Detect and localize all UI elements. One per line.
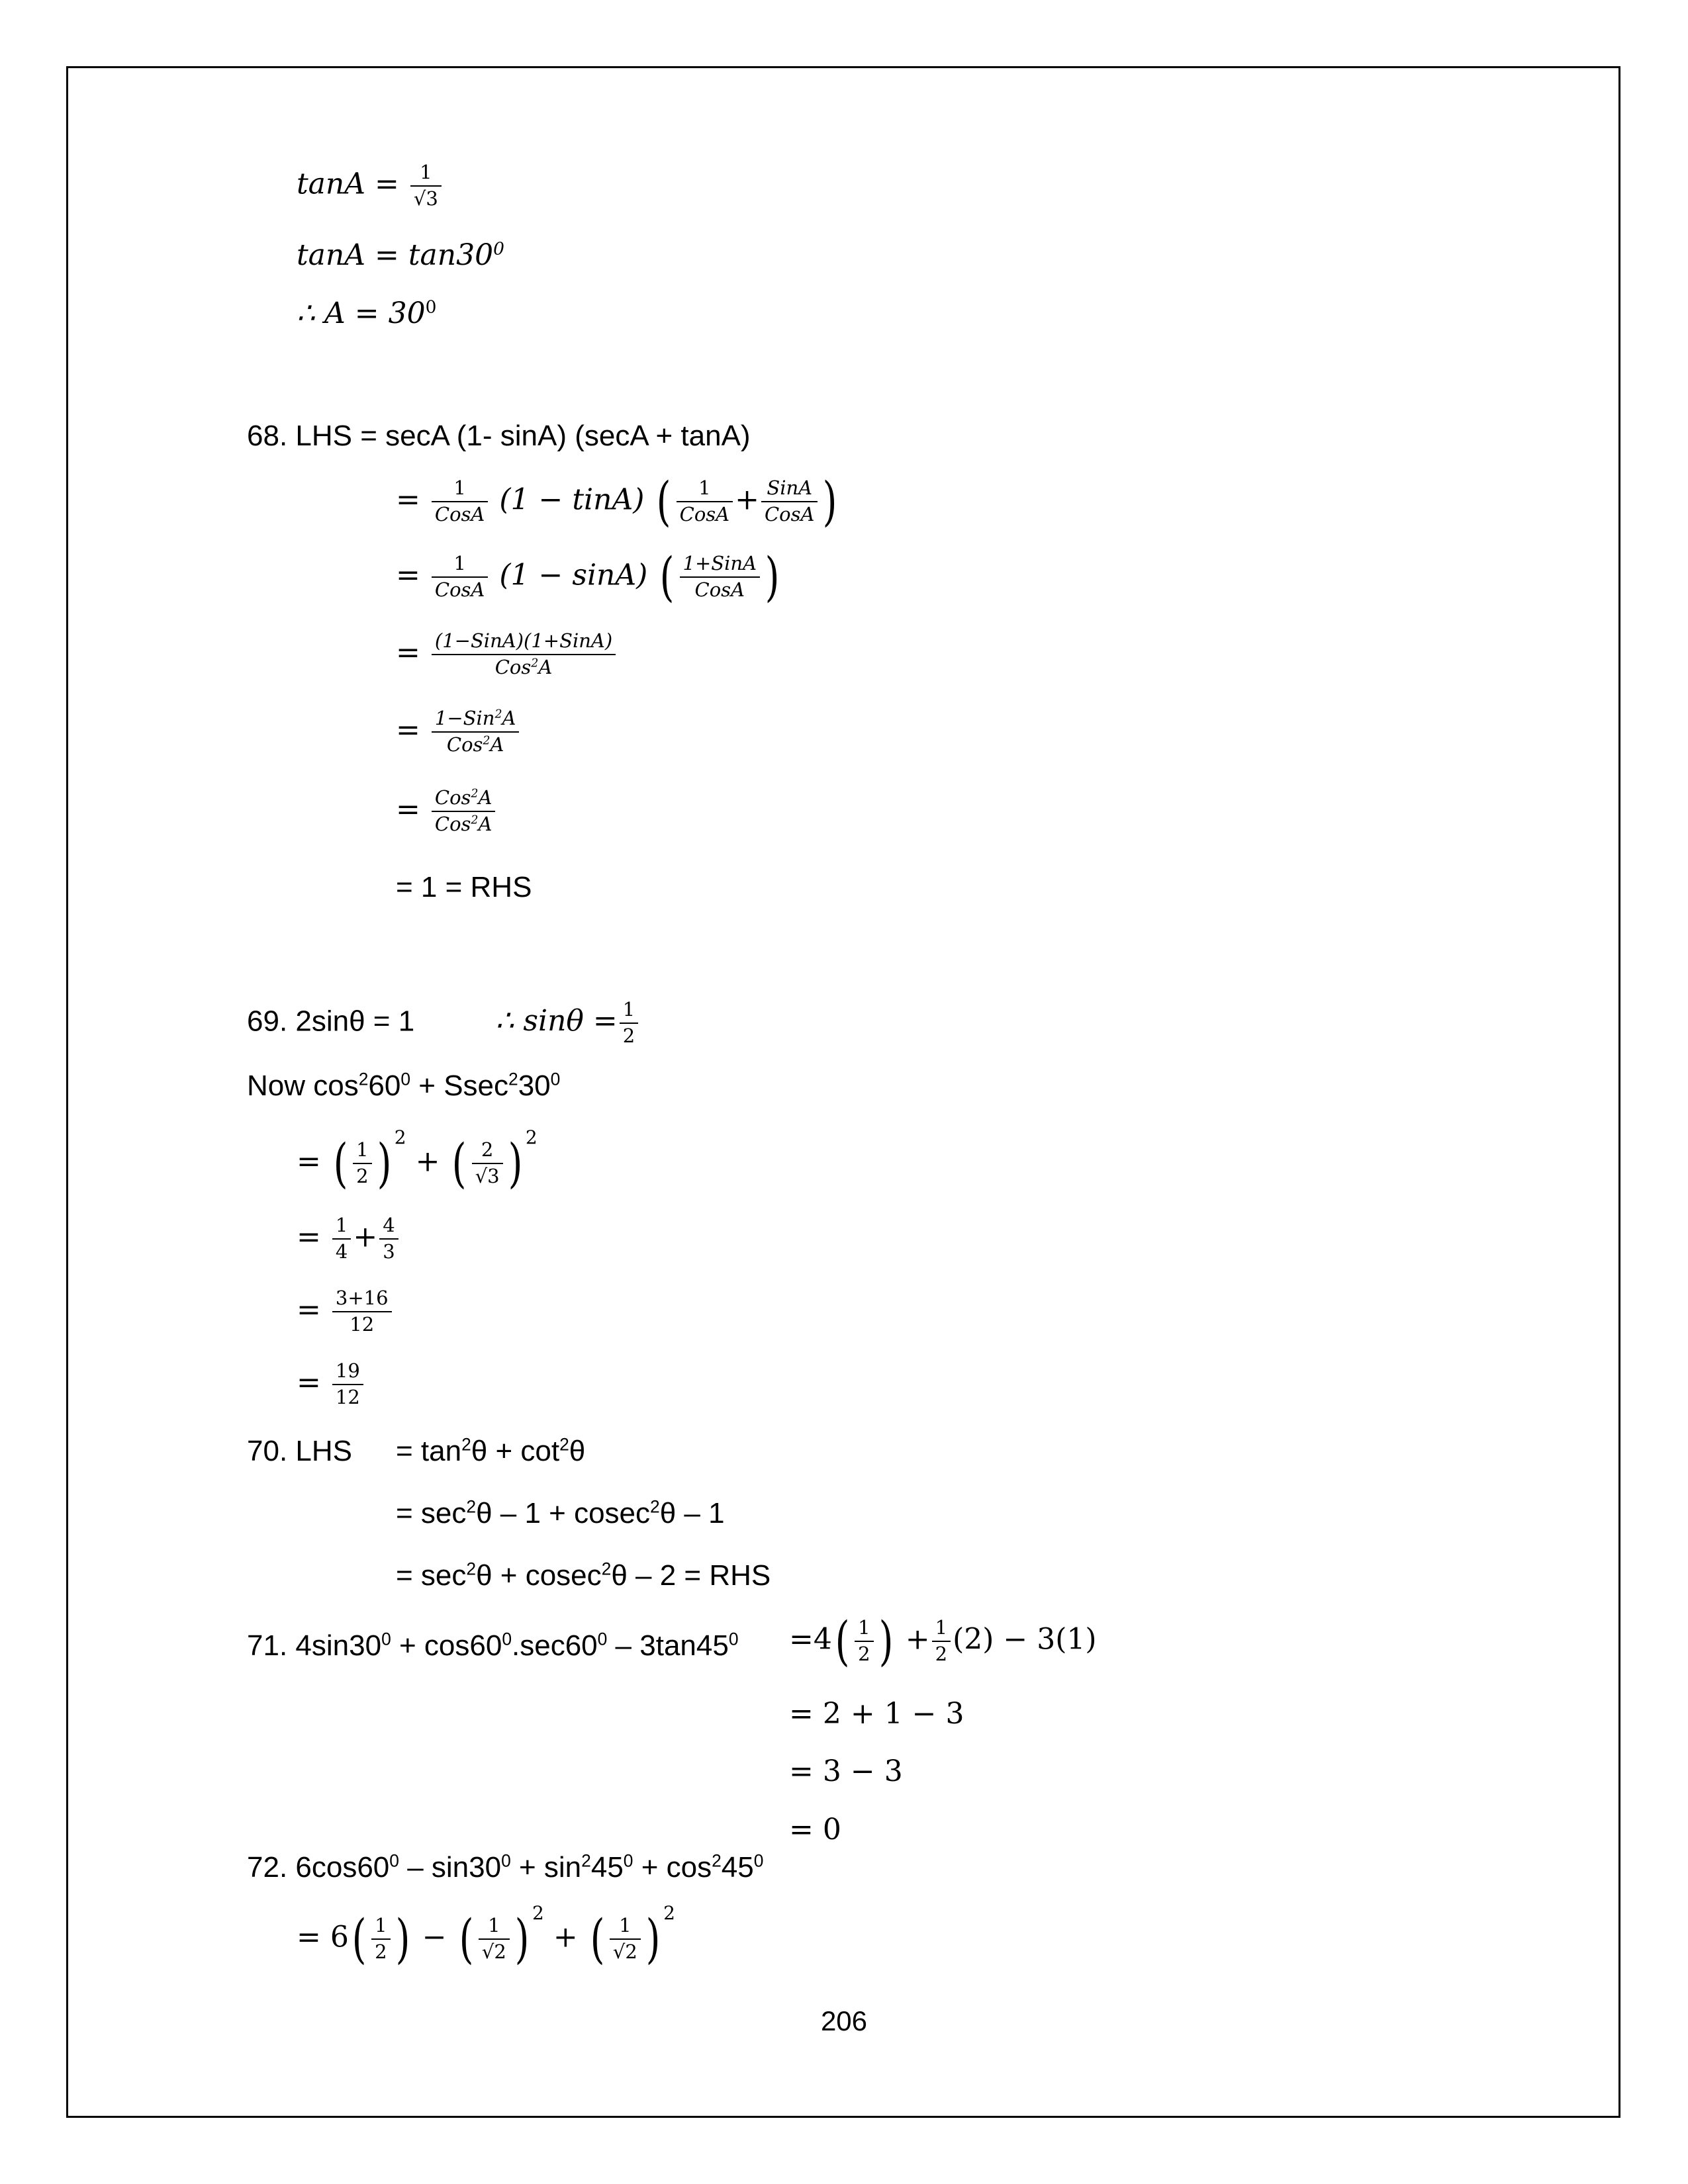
q69-s1-lparen2: (: [452, 1132, 467, 1194]
q70-line-1: [396, 1435, 585, 1468]
q72-h-s2: 0: [501, 1850, 511, 1871]
q69-s2-f1-num: 1: [332, 1215, 351, 1240]
q71-r1-frac1: [855, 1617, 873, 1665]
intro-l1-den: √3: [413, 187, 438, 210]
q69-s4-frac: [332, 1361, 363, 1408]
q69-s1-f2-num: 2: [472, 1140, 503, 1164]
q70-l1-s2: 2: [559, 1434, 569, 1455]
q68-s1-f3-den: CosA: [764, 503, 815, 525]
q71-h-s1: 0: [381, 1629, 391, 1649]
q69-s2-eq: =: [297, 1220, 321, 1254]
q68-s1-rparen: ): [823, 471, 838, 532]
q71-result-4: = 0: [789, 1813, 841, 1846]
q69-s2-plus: +: [353, 1220, 378, 1254]
q68-s2-f1-num: 1: [432, 553, 488, 578]
q71-h-a: 71. 4sin30: [247, 1629, 382, 1662]
q72-s1-exp2: 2: [663, 1902, 675, 1924]
q68-step-3: [396, 631, 618, 678]
q70-l3-b: θ + cosec: [476, 1559, 602, 1592]
q69-s2-f2-num: 4: [379, 1215, 398, 1240]
q68-s4-den-a: Cos: [446, 733, 483, 756]
q68-s1-lparen: (: [657, 471, 671, 532]
q72-h-s6: 0: [753, 1850, 764, 1871]
q68-s4-num-sup: 2: [494, 707, 502, 721]
q68-s4-num: [432, 708, 520, 733]
intro-l1-num: 1: [410, 162, 442, 187]
q71-r1-tail: (2) − 3(1): [953, 1622, 1097, 1657]
q72-s1-lparen1: (: [352, 1908, 367, 1970]
q71-result-2: = 2 + 1 − 3: [789, 1697, 964, 1731]
q72-s1-rparen2: ): [514, 1908, 530, 1970]
q68-s5-num-a: Cos: [434, 786, 471, 809]
q69-now-b: 60: [368, 1069, 401, 1102]
q68-s4-den-sup: 2: [483, 734, 491, 748]
q72-s1-frac3: [610, 1915, 641, 1963]
q69-s4-eq: =: [297, 1365, 321, 1400]
q69-now-sup3: 2: [508, 1069, 518, 1089]
q68-s2-frac2: [680, 553, 761, 601]
q69-s1-frac1: [353, 1140, 371, 1187]
q69-now-sup1: 2: [358, 1069, 369, 1089]
q68-s3-num: (1−SinA)(1+SinA): [432, 631, 616, 655]
q69-now-d: 30: [518, 1069, 551, 1102]
q72-h-s4: 0: [623, 1850, 633, 1871]
q69-s1-lparen1: (: [333, 1132, 348, 1194]
q68-s2-lparen: (: [659, 546, 675, 608]
q68-header: 68. LHS = secA (1- sinA) (secA + tanA): [247, 420, 751, 452]
q72-s1-rparen3: ): [645, 1908, 661, 1970]
q68-s1-frac1: [432, 478, 488, 525]
q72-s1-rparen1: ): [395, 1908, 410, 1970]
q68-s2-f2-den: CosA: [694, 578, 745, 601]
q70-l1-a: = tan: [396, 1435, 462, 1467]
q70-l1-s1: 2: [461, 1434, 471, 1455]
q69-s2-f1-den: 4: [335, 1240, 348, 1263]
q71-r1-plus: +: [905, 1622, 930, 1657]
q68-s4-den-b: A: [490, 733, 504, 756]
q70-l2-c: θ – 1: [659, 1497, 725, 1529]
q71-r1-rparen: ): [878, 1610, 894, 1672]
q68-s3-den: [432, 655, 616, 678]
q72-h-s5: 2: [712, 1850, 722, 1871]
intro-l3-sup: 0: [425, 296, 437, 318]
q69-t-den: 2: [622, 1024, 635, 1047]
q68-s3-eq: =: [396, 635, 420, 670]
q69-now-sup4: 0: [550, 1069, 561, 1089]
q72-s1-lparen2: (: [459, 1908, 474, 1970]
q68-s4-num-b: A: [502, 707, 516, 729]
q70-l3-s1: 2: [466, 1559, 477, 1579]
q70-line-3: [396, 1559, 771, 1592]
q68-s2-f1-den: CosA: [434, 578, 485, 601]
q68-s2-mid: (1 − sinA): [499, 558, 648, 592]
q68-step-5: [396, 788, 497, 835]
q69-t-num: 1: [620, 999, 638, 1024]
q71-r1-lparen: (: [835, 1610, 850, 1672]
q72-h-a: 72. 6cos60: [247, 1851, 390, 1884]
q68-s1-f2-den: CosA: [679, 503, 730, 525]
q70-label: 70. LHS: [247, 1435, 352, 1467]
q69-s3-den: 12: [350, 1312, 375, 1336]
q69-step-3: [297, 1288, 394, 1336]
page-number: 206: [820, 2005, 868, 2036]
q69-therefore: [495, 998, 640, 1047]
q70-l1-c: θ: [569, 1435, 586, 1467]
q70-l3-c: θ – 2 = RHS: [611, 1559, 771, 1592]
q71-result-3: = 3 − 3: [789, 1754, 903, 1788]
q72-s1-frac1: [371, 1915, 390, 1963]
q68-s2-f2-num: 1+SinA: [680, 553, 761, 578]
q69-step-4: [297, 1361, 365, 1408]
q68-step-4: [396, 708, 521, 756]
q68-step-6: = 1 = RHS: [396, 871, 532, 903]
q68-s4-num-a: 1−Sin: [434, 707, 495, 729]
q70-l2-s1: 2: [466, 1496, 477, 1517]
q70-l3-a: = sec: [396, 1559, 467, 1592]
q70-l1-b: θ + cot: [471, 1435, 560, 1467]
q69-s1-rparen1: ): [377, 1132, 392, 1194]
q68-s5-frac: [432, 788, 496, 835]
q72-s1-exp1: 2: [532, 1902, 544, 1924]
q72-h-f: 45: [721, 1851, 754, 1884]
q69-s1-f2-den: √3: [475, 1165, 500, 1187]
q72-s1-f1-num: 1: [371, 1915, 390, 1940]
q69-now-c: + Ssec: [410, 1069, 509, 1102]
q68-s5-den-a: Cos: [434, 812, 471, 835]
q72-s1-lparen3: (: [590, 1908, 605, 1970]
q72-s1-f1-den: 2: [375, 1940, 387, 1963]
q70-l2-s2: 2: [650, 1496, 660, 1517]
q69-s3-num: 3+16: [332, 1288, 392, 1312]
q69-s2-frac2: [379, 1215, 398, 1263]
q68-s4-frac: [432, 708, 520, 756]
q72-s1-f3-den: √2: [612, 1940, 637, 1963]
q68-s2-frac1: [432, 553, 488, 601]
q69-s1-exp1: 2: [394, 1126, 406, 1148]
q68-s2-eq: =: [396, 558, 420, 592]
q71-h-c: .sec60: [512, 1629, 598, 1662]
q71-r1-frac2: [932, 1617, 951, 1665]
q69-s3-eq: =: [297, 1293, 321, 1327]
q70-l2-b: θ – 1 + cosec: [476, 1497, 651, 1529]
q68-s5-num-sup: 2: [471, 787, 479, 801]
q72-h-s1: 0: [389, 1850, 399, 1871]
q68-s3-den-sup: 2: [531, 657, 539, 670]
q69-now-a: Now cos: [247, 1069, 359, 1102]
q69-s2-frac1: [332, 1215, 351, 1263]
q68-s1-f2-num: 1: [677, 478, 733, 502]
q71-h-s2: 0: [502, 1629, 512, 1649]
q69-header-text: 69. 2sinθ = 1: [247, 1005, 415, 1038]
q68-s1-frac2: [677, 478, 733, 525]
q69-s4-den: 12: [335, 1385, 360, 1408]
q68-step-1: [396, 471, 841, 532]
q71-header: [247, 1629, 739, 1662]
q68-s3-den-a: Cos: [494, 655, 532, 678]
intro-l3: ∴ A = 30: [297, 296, 426, 330]
q68-s4-eq: =: [396, 713, 420, 747]
q72-s1-minus: −: [422, 1920, 447, 1954]
q72-h-c: + sin: [510, 1851, 582, 1884]
q68-s5-den-b: A: [478, 812, 492, 835]
q72-s1-eq: = 6: [297, 1920, 349, 1954]
q68-s2-rparen: ): [765, 546, 780, 608]
q69-s1-f1-num: 1: [353, 1140, 371, 1164]
q69-s1-rparen2: ): [508, 1132, 523, 1194]
q69-s1-frac2: [472, 1140, 503, 1187]
q69-s1-eq: =: [297, 1144, 321, 1179]
q69-now-line: [247, 1069, 560, 1103]
q69-therefore-text: ∴ sinθ =: [495, 1004, 618, 1038]
intro-line-3: [297, 296, 436, 330]
q71-h-b: + cos60: [391, 1629, 502, 1662]
q69-s4-num: 19: [332, 1361, 363, 1385]
q68-s5-den-sup: 2: [471, 813, 479, 827]
q69-now-sup2: 0: [400, 1069, 411, 1089]
q68-s1-eq: =: [396, 482, 420, 517]
q69-therefore-frac: [620, 999, 638, 1047]
q71-r1-eq: =4: [789, 1622, 832, 1657]
q72-step-1: [297, 1902, 675, 1970]
q68-s1-mid: (1 − tinA): [499, 482, 645, 517]
q72-s1-frac2: [479, 1915, 510, 1963]
q72-h-e: + cos: [633, 1851, 712, 1884]
q71-r1-f2-den: 2: [935, 1643, 948, 1665]
q71-r1-num: 1: [855, 1617, 873, 1642]
q72-s1-f2-den: √2: [481, 1940, 506, 1963]
q71-r1-den: 2: [858, 1643, 870, 1665]
q68-s5-eq: =: [396, 792, 420, 827]
q68-s5-num: [432, 788, 496, 812]
intro-l1-fraction: [410, 162, 442, 210]
q69-s3-frac: [332, 1288, 392, 1336]
q70-l2-a: = sec: [396, 1497, 467, 1529]
q68-s4-den: [432, 733, 520, 756]
q68-s1-f3-num: SinA: [761, 478, 818, 502]
q68-step-2: [396, 546, 782, 608]
q69-s1-plus: +: [415, 1144, 440, 1179]
q69-step-1: [297, 1126, 538, 1194]
intro-l2-sup: 0: [493, 238, 504, 259]
q70-line-2: [396, 1497, 725, 1530]
q72-header: [247, 1851, 763, 1884]
q71-result-1: [789, 1610, 1097, 1672]
intro-l2: tanA = tan30: [297, 238, 494, 272]
q68-s5-num-b: A: [478, 786, 492, 809]
q69-s1-f1-den: 2: [356, 1165, 369, 1187]
q72-s1-f2-num: 1: [479, 1915, 510, 1940]
q69-s1-exp2: 2: [525, 1126, 538, 1148]
q68-s1-f1-num: 1: [432, 478, 488, 502]
q68-s3-frac: [432, 631, 616, 678]
q72-s1-plus: +: [553, 1920, 578, 1954]
q71-h-s3: 0: [597, 1629, 608, 1649]
intro-l1-lhs: tanA =: [297, 167, 399, 201]
q72-h-d: 45: [590, 1851, 624, 1884]
q70-l3-s2: 2: [601, 1559, 612, 1579]
intro-line-1: [297, 162, 444, 210]
q72-h-s3: 2: [581, 1850, 591, 1871]
q71-r1-f2-num: 1: [932, 1617, 951, 1642]
q68-s1-frac3: [761, 478, 818, 525]
q72-s1-f3-num: 1: [610, 1915, 641, 1940]
q68-s1-f1-den: CosA: [434, 503, 485, 525]
intro-line-2: [297, 238, 504, 272]
q68-s5-den: [432, 812, 496, 835]
q68-s3-den-b: A: [538, 655, 553, 678]
q69-header: [247, 999, 640, 1047]
q69-step-2: [297, 1215, 400, 1263]
q68-s1-plus: +: [735, 482, 759, 517]
q69-s2-f2-den: 3: [383, 1240, 395, 1263]
q71-h-s4: 0: [728, 1629, 739, 1649]
q71-h-d: – 3tan45: [607, 1629, 729, 1662]
q72-h-b: – sin30: [399, 1851, 502, 1884]
